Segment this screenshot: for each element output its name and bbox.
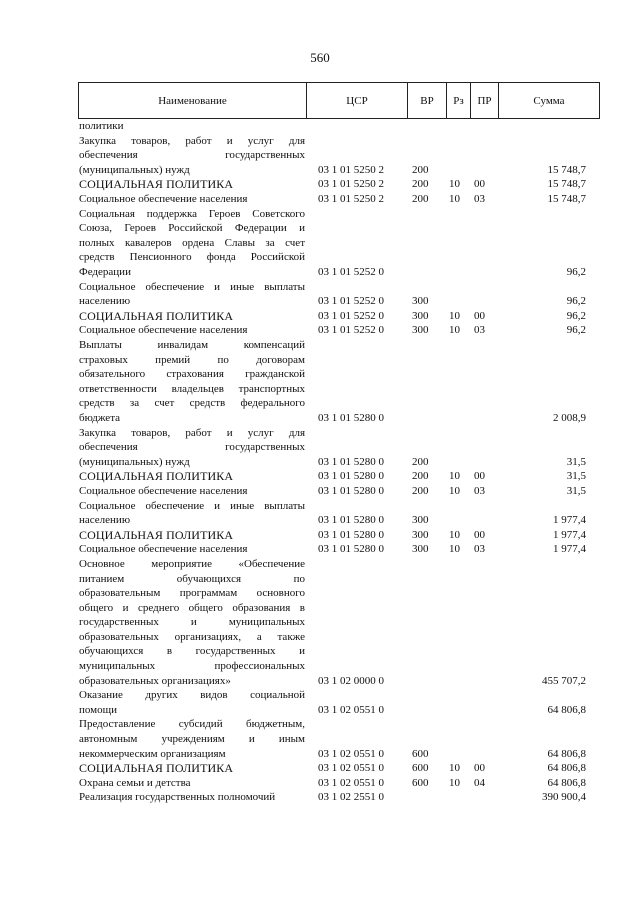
table-row	[0, 134, 640, 178]
row-name-line: муниципальных профессиональных	[79, 660, 305, 673]
table-row	[0, 717, 640, 761]
row-pr: 03	[474, 543, 485, 556]
page-number: 560	[310, 50, 330, 65]
row-sum: 64 806,8	[547, 762, 586, 775]
table-row	[0, 528, 640, 543]
row-name-line: Закупка товаров, работ и услуг для	[79, 426, 305, 439]
table-row	[0, 542, 640, 557]
row-pr: 03	[474, 324, 485, 337]
row-vr: 200	[412, 484, 429, 497]
row-csr: 03 1 01 5280 0	[318, 470, 384, 483]
table-row	[0, 426, 640, 470]
row-csr: 03 1 01 5280 0	[318, 543, 384, 556]
row-name-line: обеспечения государственных	[79, 149, 305, 162]
row-pr: 03	[474, 192, 485, 205]
row-sum: 96,2	[566, 265, 586, 278]
row-csr: 03 1 01 5280 0	[318, 455, 384, 468]
row-name-line: Социальное обеспечение населения	[79, 324, 248, 337]
row-vr: 300	[412, 528, 429, 541]
row-name-line: образовательным программам основного	[79, 587, 305, 600]
row-sum: 64 806,8	[547, 703, 586, 716]
row-name-line: Выплаты инвалидам компенсаций	[79, 338, 305, 351]
row-csr: 03 1 01 5252 0	[318, 324, 384, 337]
row-vr: 300	[412, 543, 429, 556]
row-rz: 10	[449, 178, 460, 191]
table-header	[78, 82, 600, 119]
row-rz: 10	[449, 528, 460, 541]
row-name-line: Федерации	[79, 265, 131, 278]
row-name	[79, 338, 305, 426]
row-name	[79, 207, 305, 280]
row-name-line: бюджета	[79, 411, 121, 424]
row-name-line: общего и среднего общего образования в	[79, 601, 305, 614]
row-csr: 03 1 02 2551 0	[318, 791, 384, 804]
row-name-line: (муниципальных) нужд	[79, 455, 190, 468]
row-name-line: населению	[79, 514, 131, 527]
row-name-line: Основное мероприятие «Обеспечение	[79, 557, 305, 570]
row-name-line: Социальное обеспечение и иные выплаты	[79, 280, 305, 293]
row-sum: 390 900,4	[542, 791, 586, 804]
row-name	[79, 776, 305, 791]
row-name-line: средств Пенсионного фонда Российской	[79, 251, 305, 264]
row-sum: 15 748,7	[547, 178, 586, 191]
table-row	[0, 192, 640, 207]
row-name-line: питанием обучающихся по	[79, 572, 305, 585]
table-row	[0, 484, 640, 499]
row-vr: 200	[412, 470, 429, 483]
row-name-line: государственных и муниципальных	[79, 616, 305, 629]
row-pr: 04	[474, 776, 485, 789]
row-sum: 455 707,2	[542, 674, 586, 687]
row-name	[79, 309, 305, 324]
row-vr: 300	[412, 324, 429, 337]
row-name	[79, 499, 305, 528]
row-vr: 300	[412, 295, 429, 308]
table-row	[0, 323, 640, 338]
row-name-line: Социальное обеспечение населения	[79, 484, 248, 497]
row-rz: 10	[449, 543, 460, 556]
row-name	[79, 280, 305, 309]
row-name	[79, 542, 305, 557]
row-name-line: Реализация государственных полномочий	[79, 791, 276, 804]
row-name-line: образовательных организациях, а также	[79, 630, 305, 643]
row-name	[79, 688, 305, 717]
row-name-line: ответственности владельцев транспортных	[79, 382, 305, 395]
row-csr: 03 1 01 5280 0	[318, 411, 384, 424]
row-name	[79, 426, 305, 470]
row-sum: 15 748,7	[547, 163, 586, 176]
row-sum: 31,5	[566, 455, 586, 468]
row-pr: 00	[474, 309, 485, 322]
row-name	[79, 761, 305, 776]
row-name-line: автономным учреждениям и иным	[79, 733, 305, 746]
row-vr: 200	[412, 178, 429, 191]
row-vr: 300	[412, 309, 429, 322]
row-csr: 03 1 02 0551 0	[318, 762, 384, 775]
row-csr: 03 1 01 5250 2	[318, 178, 384, 191]
table-row	[0, 338, 640, 426]
row-name-line: СОЦИАЛЬНАЯ ПОЛИТИКА	[79, 527, 234, 542]
row-vr: 600	[412, 776, 429, 789]
row-name-line: Охрана семьи и детства	[79, 776, 191, 789]
table-row	[0, 776, 640, 791]
row-pr: 00	[474, 762, 485, 775]
header-csr: ЦСР	[306, 83, 407, 118]
row-csr: 03 1 01 5280 0	[318, 528, 384, 541]
table-row	[0, 499, 640, 528]
row-sum: 1 977,4	[553, 514, 586, 527]
row-sum: 96,2	[566, 295, 586, 308]
table-row	[0, 177, 640, 192]
row-pr: 00	[474, 528, 485, 541]
row-rz: 10	[449, 776, 460, 789]
table-row	[0, 207, 640, 280]
row-csr: 03 1 01 5250 2	[318, 192, 384, 205]
row-name-line: обеспечения государственных	[79, 441, 305, 454]
table-row	[0, 761, 640, 776]
row-sum: 2 008,9	[553, 411, 586, 424]
row-name	[79, 717, 305, 761]
header-pr: ПР	[470, 83, 498, 118]
row-name-line: некоммерческим организациям	[79, 747, 226, 760]
table-row	[0, 309, 640, 324]
row-name-line: Закупка товаров, работ и услуг для	[79, 134, 305, 147]
table-row	[0, 469, 640, 484]
row-sum: 31,5	[566, 470, 586, 483]
row-vr: 200	[412, 163, 429, 176]
row-csr: 03 1 01 5252 0	[318, 265, 384, 278]
row-name	[79, 790, 305, 805]
row-name-line: Предоставление субсидий бюджетным,	[79, 718, 305, 731]
row-name-line: средств за счет средств федерального	[79, 397, 305, 410]
row-name-line: Социальное обеспечение и иные выплаты	[79, 499, 305, 512]
row-name-line: помощи	[79, 703, 117, 716]
row-name-line: СОЦИАЛЬНАЯ ПОЛИТИКА	[79, 308, 234, 323]
row-sum: 1 977,4	[553, 543, 586, 556]
row-rz: 10	[449, 470, 460, 483]
row-name-line: Социальная поддержка Героев Советского	[79, 207, 305, 220]
header-name: Наименование	[158, 94, 227, 107]
row-name	[79, 323, 305, 338]
row-name	[79, 557, 305, 688]
row-vr: 600	[412, 747, 429, 760]
row-name-line: Социальное обеспечение населения	[79, 543, 248, 556]
row-sum: 96,2	[566, 309, 586, 322]
row-csr: 03 1 02 0551 0	[318, 747, 384, 760]
row-name	[79, 119, 305, 134]
row-sum: 96,2	[566, 324, 586, 337]
row-csr: 03 1 01 5280 0	[318, 484, 384, 497]
header-vr: ВР	[407, 83, 446, 118]
header-rz: Рз	[446, 83, 470, 118]
row-pr: 03	[474, 484, 485, 497]
row-sum: 1 977,4	[553, 528, 586, 541]
row-rz: 10	[449, 309, 460, 322]
table-row	[0, 790, 640, 805]
row-sum: 64 806,8	[547, 747, 586, 760]
table-row	[0, 557, 640, 688]
row-name-line: Союза, Героев Российской Федерации и	[79, 222, 305, 235]
row-pr: 00	[474, 470, 485, 483]
row-sum: 31,5	[566, 484, 586, 497]
row-vr: 200	[412, 455, 429, 468]
row-name-line: Социальное обеспечение населения	[79, 192, 248, 205]
row-name-line: обучающихся в государственных и	[79, 645, 305, 658]
row-name	[79, 177, 305, 192]
row-name-line: политики	[79, 120, 124, 132]
table-row	[0, 280, 640, 309]
row-name-line: образовательных организациях»	[79, 674, 231, 687]
table-row	[0, 119, 640, 134]
row-csr: 03 1 01 5280 0	[318, 514, 384, 527]
row-name-line: населению	[79, 295, 131, 308]
row-vr: 300	[412, 514, 429, 527]
row-rz: 10	[449, 484, 460, 497]
row-name-line: страховых премий по договорам	[79, 353, 305, 366]
table-row	[0, 688, 640, 717]
row-rz: 10	[449, 192, 460, 205]
row-name-line: СОЦИАЛЬНАЯ ПОЛИТИКА	[79, 469, 234, 484]
row-name	[79, 528, 305, 543]
row-rz: 10	[449, 762, 460, 775]
row-name	[79, 134, 305, 178]
row-name-line: СОЦИАЛЬНАЯ ПОЛИТИКА	[79, 177, 234, 192]
row-pr: 00	[474, 178, 485, 191]
row-name	[79, 192, 305, 207]
row-csr: 03 1 01 5252 0	[318, 295, 384, 308]
row-vr: 600	[412, 762, 429, 775]
row-csr: 03 1 01 5252 0	[318, 309, 384, 322]
row-vr: 200	[412, 192, 429, 205]
table-body	[0, 119, 640, 805]
row-name-line: полных кавалеров ордена Славы за счет	[79, 236, 305, 249]
row-sum: 64 806,8	[547, 776, 586, 789]
row-name-line: Оказание других видов социальной	[79, 689, 305, 702]
row-csr: 03 1 02 0000 0	[318, 674, 384, 687]
header-sum: Сумма	[498, 83, 599, 118]
row-csr: 03 1 01 5250 2	[318, 163, 384, 176]
row-name	[79, 484, 305, 499]
row-name-line: СОЦИАЛЬНАЯ ПОЛИТИКА	[79, 761, 234, 776]
row-name-line: (муниципальных) нужд	[79, 163, 190, 176]
row-rz: 10	[449, 324, 460, 337]
row-name	[79, 469, 305, 484]
row-csr: 03 1 02 0551 0	[318, 703, 384, 716]
row-name-line: обязательного страхования гражданской	[79, 368, 305, 381]
row-csr: 03 1 02 0551 0	[318, 776, 384, 789]
row-sum: 15 748,7	[547, 192, 586, 205]
